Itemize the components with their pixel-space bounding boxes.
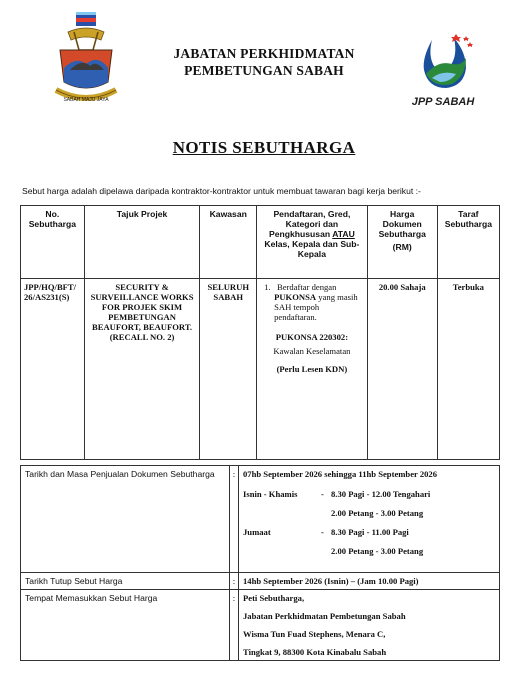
requirement-number: 1. <box>264 282 271 292</box>
water-drop-logo-icon <box>412 30 478 92</box>
header-registration-text: Pendaftaran, Gred, Kategori dan Pengkhususan <box>268 209 351 239</box>
friday-pm: 2.00 Petang - 3.00 Petang <box>331 546 424 556</box>
place-row <box>21 590 500 661</box>
notice-title: NOTIS SEBUTHARGA <box>172 138 356 157</box>
sale-dates: 07hb September 2026 sehingga 11hb September 2026 <box>243 469 438 479</box>
header-no: No. Sebutharga <box>21 206 85 279</box>
weekday-pm: 2.00 Petang - 3.00 Petang <box>331 508 424 518</box>
cell-status: Terbuka <box>437 279 499 460</box>
header-price-unit: (RM) <box>392 242 412 252</box>
header-registration-atau: ATAU <box>332 229 355 239</box>
friday-am: 8.30 Pagi - 11.00 Pagi <box>331 527 409 537</box>
requirement-pukonsa: PUKONSA <box>274 292 317 302</box>
header-area: Kawasan <box>200 206 257 279</box>
weekday-am: 8.30 Pagi - 12.00 Tengahari <box>331 489 431 499</box>
pukonsa-desc: Kawalan Keselamatan <box>273 346 351 356</box>
header-status: Taraf Sebutharga <box>437 206 499 279</box>
cell-price: 20.00 Sahaja <box>367 279 437 460</box>
sale-row <box>21 466 500 573</box>
cell-no: JPP/HQ/BFT/ 26/AS231(S) <box>21 279 85 460</box>
place-line-3: Wisma Tun Fuad Stephens, Menara C, <box>243 629 386 639</box>
weekday-label: Isnin - Khamis <box>243 489 298 499</box>
place-colon: : <box>230 590 239 661</box>
agency-line-2: PEMBETUNGAN SABAH <box>184 63 344 78</box>
logo-text: JPP SABAH <box>411 96 475 108</box>
agency-line-1: JABATAN PERKHIDMATAN <box>173 46 355 61</box>
intro-text: Sebut harga adalah dipelawa daripada kontraktor-kontraktor untuk membuat tawaran bagi kerja berikut :- <box>22 186 421 196</box>
close-colon: : <box>230 573 239 590</box>
weekday-dash: - <box>321 489 324 499</box>
details-table <box>20 465 500 661</box>
close-label: Tarikh Tutup Sebut Harga <box>21 573 230 590</box>
header-registration <box>257 206 368 279</box>
sale-colon: : <box>230 466 239 573</box>
requirement-item <box>260 282 364 322</box>
place-line-4: Tingkat 9, 88300 Kota Kinabalu Sabah <box>243 647 387 657</box>
pukonsa-code: PUKONSA 220302: <box>275 332 349 342</box>
sale-value <box>239 466 500 573</box>
place-value <box>239 590 500 661</box>
friday-dash: - <box>321 527 324 537</box>
cell-project: SECURITY & SURVEILLANCE WORKS FOR PROJEK SKIM PEMBETUNGAN BEAUFORT, BEAUFORT. (RECALL NO. 2) <box>84 279 200 460</box>
header-registration-tail: Kelas, Kepala dan Sub-Kepala <box>264 239 360 259</box>
cell-area: SELURUH SABAH <box>200 279 257 460</box>
table-header-row <box>21 206 500 279</box>
sale-label: Tarikh dan Masa Penjualan Dokumen Sebutharga <box>21 466 230 573</box>
close-row <box>21 573 500 590</box>
agency-name <box>140 45 388 79</box>
header-price <box>367 206 437 279</box>
license-requirement: (Perlu Lesen KDN) <box>276 364 348 374</box>
header-price-text: Harga Dokumen Sebutharga <box>378 209 426 239</box>
crest-motto: SABAH MAJU JAYA <box>63 97 109 103</box>
quotation-table <box>20 205 500 460</box>
header-project: Tajuk Projek <box>84 206 200 279</box>
table-row <box>21 279 500 460</box>
sale-schedule <box>243 489 495 556</box>
place-label: Tempat Memasukkan Sebut Harga <box>21 590 230 661</box>
requirement-text-a: Berdaftar dengan <box>277 282 337 292</box>
close-value: 14hb September 2026 (Isnin) – (Jam 10.00 Pagi) <box>239 573 500 590</box>
place-line-2: Jabatan Perkhidmatan Pembetungan Sabah <box>243 611 406 621</box>
friday-label: Jumaat <box>243 527 271 537</box>
cell-registration <box>257 279 368 460</box>
sabah-crest-icon <box>46 10 126 110</box>
place-line-1: Peti Sebutharga, <box>243 593 305 603</box>
requirement-text-c: yang masih SAH tempoh pendaftaran. <box>274 292 358 322</box>
